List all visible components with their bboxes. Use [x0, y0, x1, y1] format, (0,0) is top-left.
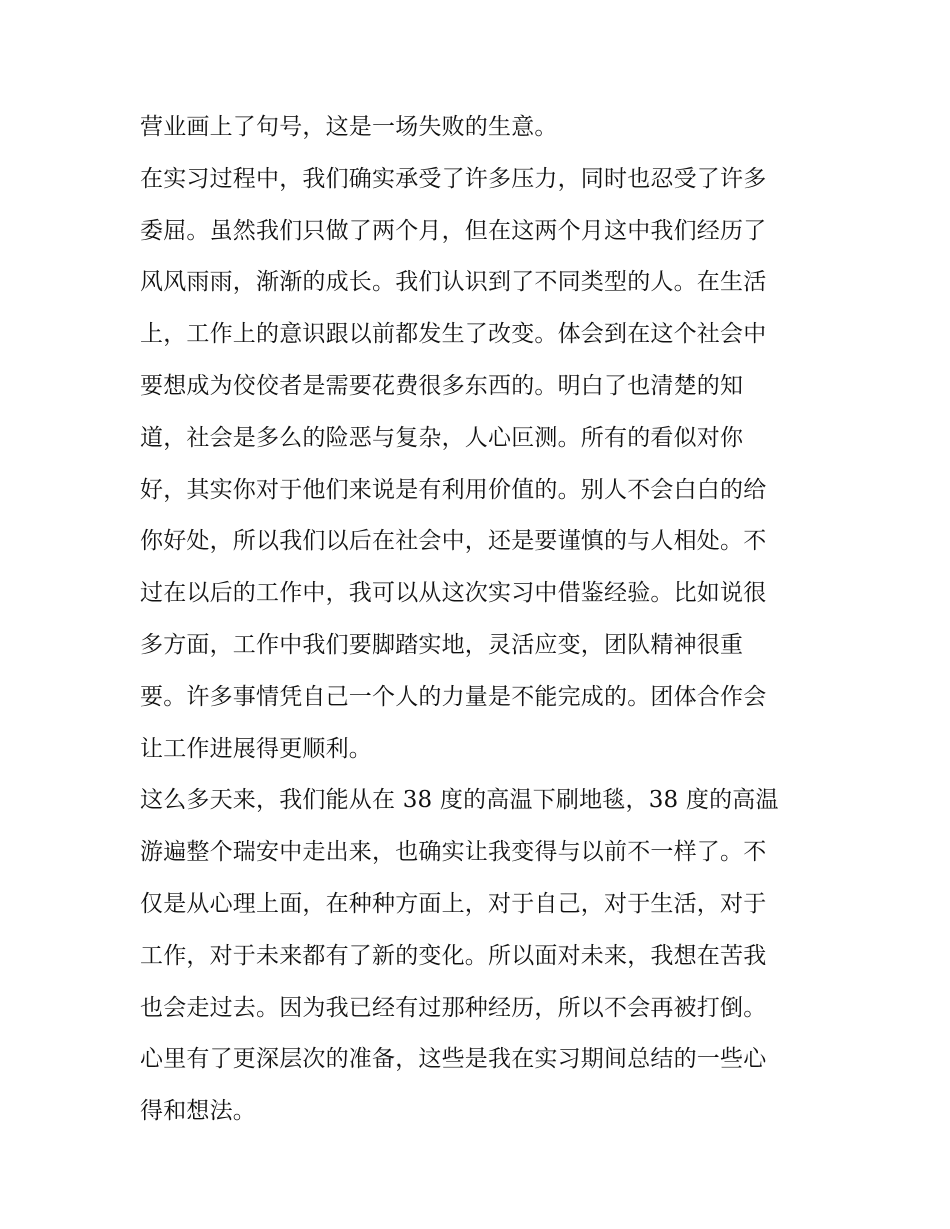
- text-line: 要想成为佼佼者是需要花费很多东西的。明白了也清楚的知: [140, 372, 744, 399]
- text-line: 工作，对于未来都有了新的变化。所以面对未来，我想在苦我: [140, 942, 767, 969]
- text-line: 你好处，所以我们以后在社会中，还是要谨慎的与人相处。不: [140, 528, 767, 555]
- text-line: 也会走过去。因为我已经有过那种经历，所以不会再被打倒。: [140, 994, 767, 1021]
- text-line: 过在以后的工作中，我可以从这次实习中借鉴经验。比如说很: [140, 580, 767, 607]
- text-line: 道，社会是多么的险恶与复杂，人心叵测。所有的看似对你: [140, 424, 744, 451]
- document-body: [140, 102, 815, 1138]
- text-line: 游遍整个瑞安中走出来，也确实让我变得与以前不一样了。不: [140, 839, 767, 866]
- text-line: 委屈。虽然我们只做了两个月，但在这两个月这中我们经历了: [140, 217, 767, 244]
- text-line: 心里有了更深层次的准备，这些是我在实习期间总结的一些心: [140, 1046, 767, 1073]
- text-line: 上，工作上的意识跟以前都发生了改变。体会到在这个社会中: [140, 321, 767, 348]
- text-line: 要。许多事情凭自己一个人的力量是不能完成的。团体合作会: [140, 683, 767, 710]
- text-line: 风风雨雨，渐渐的成长。我们认识到了不同类型的人。在生活: [140, 269, 767, 296]
- text-line: 多方面，工作中我们要脚踏实地，灵活应变，团队精神很重: [140, 631, 744, 658]
- text-line: 仅是从心理上面，在种种方面上，对于自己，对于生活，对于: [140, 890, 767, 917]
- text-line: 在实习过程中，我们确实承受了许多压力，同时也忍受了许多: [140, 165, 767, 192]
- text-line: 这么多天来，我们能从在 38 度的高温下刷地毯，38 度的高温: [140, 787, 779, 814]
- text-line: 得和想法。: [140, 1098, 256, 1125]
- text-line: 让工作进展得更顺利。: [140, 735, 372, 762]
- text-line: 营业画上了句号，这是一场失败的生意。: [140, 114, 558, 140]
- text-line: 好，其实你对于他们来说是有利用价值的。别人不会白白的给: [140, 476, 767, 503]
